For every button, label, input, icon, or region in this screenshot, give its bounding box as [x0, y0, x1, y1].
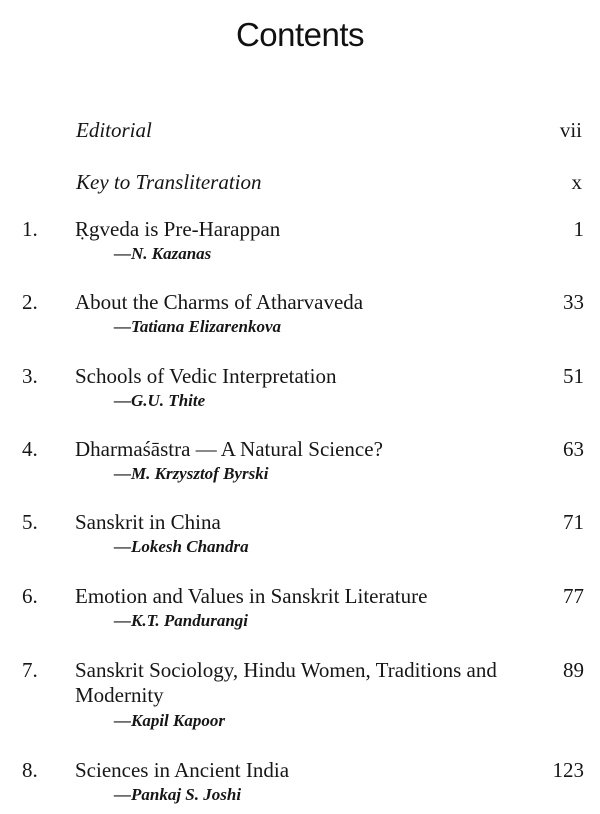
- toc-entry-title: Ṛgveda is Pre-Harappan: [75, 217, 281, 241]
- toc-page-number: 123: [552, 758, 584, 782]
- toc-page-number: x: [571, 170, 582, 194]
- toc-entry-author: —Tatiana Elizarenkova: [114, 317, 282, 336]
- toc-page-number: 77: [563, 584, 584, 608]
- toc-entry-author: —Pankaj S. Joshi: [114, 785, 242, 804]
- toc-entry-title: Emotion and Values in Sanskrit Literature: [75, 584, 428, 608]
- toc-front-matter-editorial: [76, 118, 582, 143]
- toc-entry-author: —Lokesh Chandra: [114, 537, 249, 556]
- toc-page-number: 1: [573, 217, 584, 241]
- toc-entry-title: Dharmaśāstra — A Natural Science?: [75, 437, 383, 461]
- toc-entry-number: 5.: [22, 510, 38, 534]
- toc-entry-author: —G.U. Thite: [114, 391, 206, 410]
- toc-entry-title: About the Charms of Atharvaveda: [75, 290, 364, 314]
- toc-entry-number: 4.: [22, 437, 38, 461]
- toc-entry-number: 3.: [22, 364, 38, 388]
- toc-front-matter-title: Key to Transliteration: [76, 170, 262, 194]
- toc-page-number: 89: [563, 658, 584, 682]
- toc-front-matter-transliteration: [76, 170, 582, 195]
- toc-entry-author: —K.T. Pandurangi: [114, 611, 248, 630]
- toc-entry-author: —M. Krzysztof Byrski: [114, 464, 269, 483]
- toc-entry-title: Sciences in Ancient India: [75, 758, 290, 782]
- toc-entry-title: Sanskrit in China: [75, 510, 221, 534]
- page-title: Contents: [235, 16, 365, 53]
- toc-entry-number: 2.: [22, 290, 38, 314]
- toc-entry-title: Schools of Vedic Interpretation: [75, 364, 337, 388]
- toc-page-number: 71: [563, 510, 584, 534]
- toc-entry-author: —N. Kazanas: [114, 244, 212, 263]
- toc-page-number: vii: [559, 118, 582, 142]
- toc-page-number: 51: [563, 364, 584, 388]
- toc-entry-number: 1.: [22, 217, 38, 241]
- toc-entry-title: Sanskrit Sociology, Hindu Women, Traditions and Modernity: [75, 658, 497, 707]
- toc-entry-number: 7.: [22, 658, 38, 682]
- toc-entry-number: 8.: [22, 758, 38, 782]
- toc-page-number: 63: [563, 437, 584, 461]
- toc-front-matter-title: Editorial: [76, 118, 152, 142]
- toc-page-number: 33: [563, 290, 584, 314]
- toc-entry-author: —Kapil Kapoor: [114, 711, 225, 730]
- toc-entry-number: 6.: [22, 584, 38, 608]
